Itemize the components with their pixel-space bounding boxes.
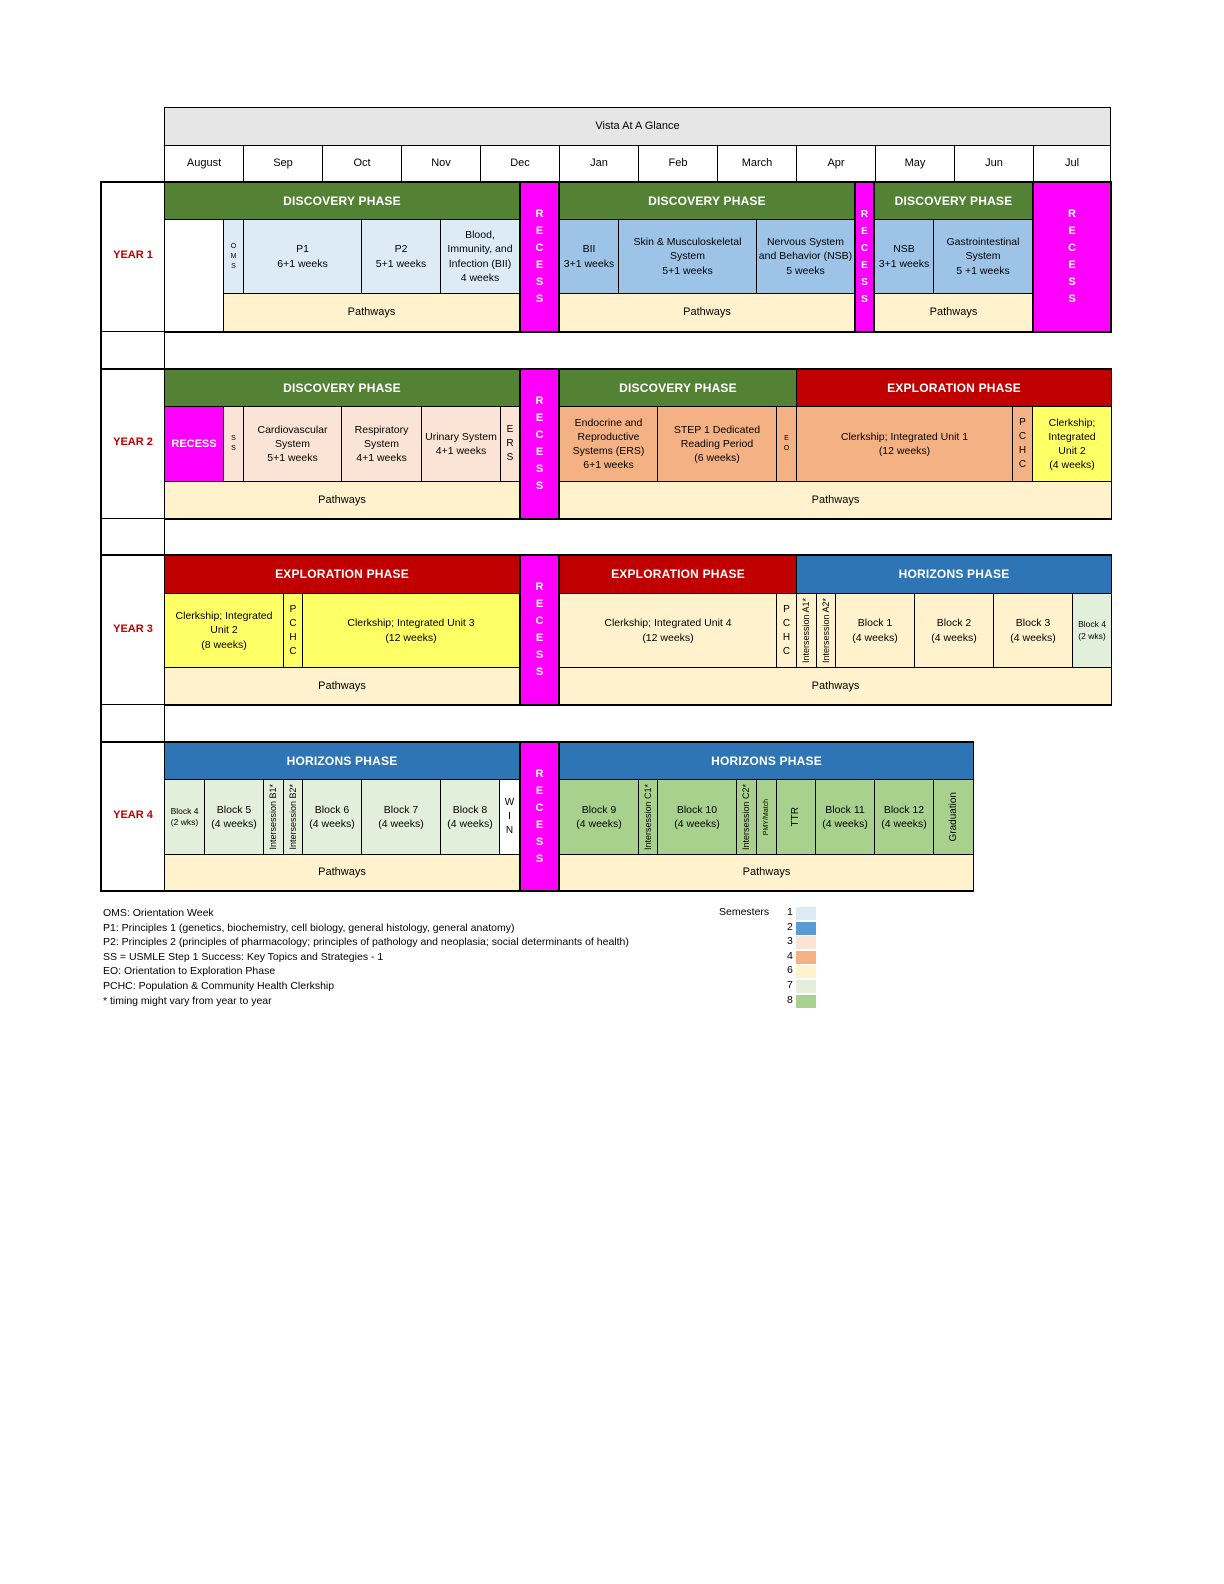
y4-block4-cell: Block 4 (2 wks): [164, 779, 205, 855]
y2-recess-cell: RECESS: [164, 406, 224, 482]
y3-exploration-phase-2: EXPLORATION PHASE: [559, 555, 797, 594]
y2-endo-cell: Endocrine and Reproductive Systems (ERS) 6+1 weeks: [559, 406, 658, 482]
semester-row: [787, 994, 817, 1009]
semester-row: [787, 935, 817, 950]
y4-ttr-label: TTR: [790, 807, 802, 827]
legend-line: * timing might vary from year to year: [103, 994, 272, 1007]
y4-horizons-phase-2: HORIZONS PHASE: [559, 742, 974, 780]
month-mar: March: [717, 145, 797, 182]
month-nov: Nov: [401, 145, 481, 182]
y1-bii-full-cell: Blood, Immunity, and Infection (BII) 4 weeks: [440, 219, 520, 294]
legend-line: SS = USMLE Step 1 Success: Key Topics and Strategies - 1: [103, 950, 384, 963]
month-dec: Dec: [480, 145, 560, 182]
y3-block4-cell: Block 4 (2 wks): [1072, 593, 1112, 668]
y4-pmy-match-label: PMY/Match: [762, 798, 770, 836]
year-2-label: YEAR 2: [113, 436, 153, 448]
semester-number: 2: [787, 920, 793, 933]
y4-intersession-b2-cell: [283, 779, 303, 855]
semester-swatch: [796, 936, 816, 949]
month-apr: Apr: [796, 145, 876, 182]
semester-row: [787, 906, 817, 921]
y3-pathways-1: Pathways: [164, 667, 520, 705]
y3-intersession-a2-cell: [816, 593, 836, 668]
y2-unit1-cell: Clerkship; Integrated Unit 1 (12 weeks): [796, 406, 1013, 482]
semester-swatch: [796, 965, 816, 978]
y4-block10-cell: Block 10 (4 weeks): [657, 779, 737, 855]
y4-pathways-2: Pathways: [559, 854, 974, 891]
semester-row: [787, 979, 817, 994]
y1-discovery-phase-2: DISCOVERY PHASE: [559, 182, 855, 220]
y3-intersession-a1-cell: [796, 593, 817, 668]
y4-graduation-label: Graduation: [947, 792, 959, 842]
y1-pathways-3: Pathways: [874, 293, 1033, 332]
y1-nsb-cell: NSB 3+1 weeks: [874, 219, 934, 294]
y2-unit2-cell: Clerkship; Integrated Unit 2 (4 weeks): [1032, 406, 1112, 482]
y3-unit2-cell: Clerkship; Integrated Unit 2 (8 weeks): [164, 593, 284, 668]
y3-intersession-a2-label: Intersession A2*: [820, 597, 831, 664]
y1-pathways-1: Pathways: [223, 293, 520, 332]
month-aug: August: [164, 145, 244, 182]
y2-ss-cell: S S: [223, 406, 244, 482]
month-jul: Jul: [1033, 145, 1111, 182]
y1-gi-cell: Gastrointestinal System 5 +1 weeks: [933, 219, 1033, 294]
y1-blank-cell: [164, 219, 224, 332]
semester-row: [787, 964, 817, 979]
month-jan: Jan: [559, 145, 639, 182]
y1-pathways-2: Pathways: [559, 293, 855, 332]
y2-pathways-1: Pathways: [164, 481, 520, 519]
y1-recess-1: R E C E S S: [519, 181, 560, 333]
y3-recess-1: R E C E S S: [519, 554, 560, 706]
y1-skin-cell: Skin & Musculoskeletal System 5+1 weeks: [618, 219, 757, 294]
y4-block9-cell: Block 9 (4 weeks): [559, 779, 639, 855]
y2-step1-cell: STEP 1 Dedicated Reading Period (6 weeks): [657, 406, 777, 482]
semester-swatch: [796, 951, 816, 964]
legend-line: EO: Orientation to Exploration Phase: [103, 965, 276, 978]
month-sep: Sep: [243, 145, 323, 182]
y1-bii-cell: BII 3+1 weeks: [559, 219, 619, 294]
y2-ers-cell: E R S: [500, 406, 520, 482]
y3-pathways-2: Pathways: [559, 667, 1112, 705]
legend-line: OMS: Orientation Week: [103, 907, 214, 919]
legend-line: P1: Principles 1 (genetics, biochemistry, cell biology, general histology, general anatomy): [103, 921, 515, 934]
y2-exploration-phase: EXPLORATION PHASE: [796, 369, 1112, 407]
y3-block2-cell: Block 2 (4 weeks): [914, 593, 994, 668]
y4-block11-cell: Block 11 (4 weeks): [815, 779, 875, 855]
y2-discovery-phase-2: DISCOVERY PHASE: [559, 369, 797, 407]
semesters-label: Semesters: [719, 906, 770, 918]
y4-block12-cell: Block 12 (4 weeks): [874, 779, 934, 855]
y4-intersession-c1-cell: [638, 779, 658, 855]
semester-number: 4: [787, 949, 793, 962]
y1-p2-cell: P2 5+1 weeks: [361, 219, 441, 294]
y4-block7-cell: Block 7 (4 weeks): [361, 779, 441, 855]
semester-number: 7: [787, 979, 793, 991]
y4-recess-1: R E C E S S: [519, 741, 560, 892]
semester-swatch: [796, 922, 816, 935]
spacer-row-1: [100, 332, 165, 370]
y4-intersession-c2-cell: [736, 779, 757, 855]
semester-number: 6: [787, 964, 793, 977]
y2-recess-1: R E C E S S: [519, 368, 560, 520]
y1-recess-2: R E C E S S: [854, 181, 875, 333]
y4-intersession-c1-label: Intersession C1*: [642, 783, 653, 851]
year-3-label: YEAR 3: [113, 623, 153, 635]
y3-pchc-cell-1: P C H C: [283, 593, 303, 668]
month-may: May: [875, 145, 955, 182]
semester-row: [787, 950, 817, 965]
y4-intersession-c2-label: Intersession C2*: [741, 783, 752, 851]
y3-block3-cell: Block 3 (4 weeks): [993, 593, 1073, 668]
y3-unit4-cell: Clerkship; Integrated Unit 4 (12 weeks): [559, 593, 777, 668]
y2-urinary-cell: Urinary System 4+1 weeks: [421, 406, 501, 482]
month-feb: Feb: [638, 145, 718, 182]
y1-discovery-phase-1: DISCOVERY PHASE: [164, 182, 520, 220]
y3-unit3-cell: Clerkship; Integrated Unit 3 (12 weeks): [302, 593, 520, 668]
abbreviation-legend: [103, 906, 629, 1008]
semester-number: 8: [787, 993, 793, 1006]
y2-resp-cell: Respiratory System 4+1 weeks: [341, 406, 422, 482]
year-1-label: YEAR 1: [113, 249, 153, 261]
y4-graduation-cell: [933, 779, 974, 855]
y3-horizons-phase: HORIZONS PHASE: [796, 555, 1112, 594]
y3-block1-cell: Block 1 (4 weeks): [835, 593, 915, 668]
y4-horizons-phase-1: HORIZONS PHASE: [164, 742, 520, 780]
month-jun: Jun: [954, 145, 1034, 182]
y4-win-cell: W I N: [499, 779, 520, 855]
y1-nsb-full-cell: Nervous System and Behavior (NSB) 5 weeks: [756, 219, 855, 294]
y4-intersession-b1-label: Intersession B1*: [268, 784, 279, 850]
spacer-row-2: [100, 519, 165, 556]
legend-line: PCHC: Population & Community Health Clerkship: [103, 979, 335, 992]
y2-pathways-2: Pathways: [559, 481, 1112, 519]
y2-cardio-cell: Cardiovascular System 5+1 weeks: [243, 406, 342, 482]
semester-number: 3: [787, 935, 793, 948]
semester-swatch: [796, 907, 816, 920]
page-title: Vista At A Glance: [164, 107, 1111, 146]
y4-block5-cell: Block 5 (4 weeks): [204, 779, 264, 855]
y4-ttr-cell: [776, 779, 816, 855]
y1-recess-3: R E C E S S: [1032, 181, 1112, 333]
year-4-label: YEAR 4: [113, 809, 153, 821]
y3-exploration-phase-1: EXPLORATION PHASE: [164, 555, 520, 594]
semester-row: [787, 921, 817, 936]
y2-discovery-phase-1: DISCOVERY PHASE: [164, 369, 520, 407]
y4-intersession-b1-cell: [263, 779, 284, 855]
y4-intersession-b2-label: Intersession B2*: [287, 784, 298, 850]
y4-block8-cell: Block 8 (4 weeks): [440, 779, 500, 855]
spacer-row-3: [100, 705, 165, 743]
y2-pchc-cell: P C H C: [1012, 406, 1033, 482]
y1-discovery-phase-3: DISCOVERY PHASE: [874, 182, 1033, 220]
semester-swatch: [796, 995, 816, 1008]
legend-line: P2: Principles 2 (principles of pharmacology; principles of pathology and neoplasia; social determinants of health): [103, 936, 629, 949]
semester-swatch: [796, 980, 816, 993]
y1-p1-cell: P1 6+1 weeks: [243, 219, 362, 294]
y4-pathways-1: Pathways: [164, 854, 520, 891]
y3-intersession-a1-label: Intersession A1*: [801, 597, 812, 664]
y4-pmy-match-cell: [756, 779, 777, 855]
month-oct: Oct: [322, 145, 402, 182]
semester-number: 1: [787, 906, 793, 918]
y4-block6-cell: Block 6 (4 weeks): [302, 779, 362, 855]
y1-oms-cell: O M S: [223, 219, 244, 294]
y2-eo-cell: E O: [776, 406, 797, 482]
y3-pchc-cell-2: P C H C: [776, 593, 797, 668]
